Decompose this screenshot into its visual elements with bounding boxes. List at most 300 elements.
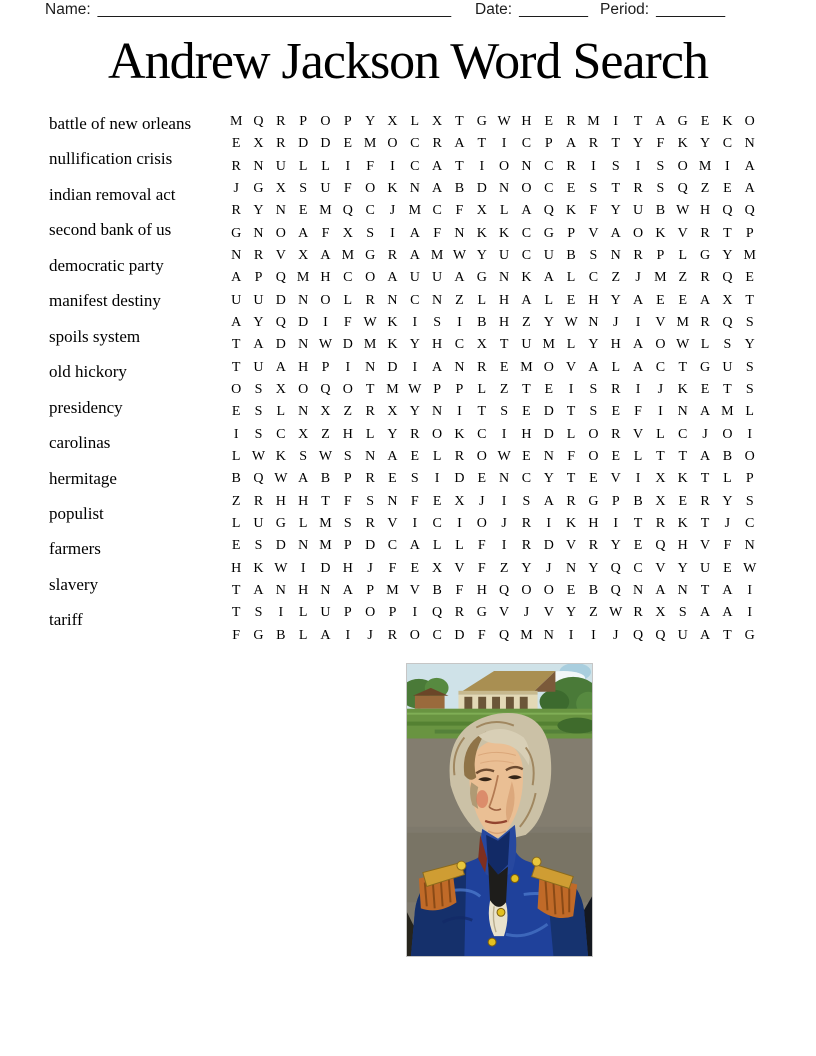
grid-letter: V (677, 225, 688, 241)
grid-letter: Q (253, 114, 264, 130)
grid-letter: D (320, 136, 331, 152)
grid-letter: S (656, 158, 665, 174)
grid-letter: P (299, 114, 308, 130)
grid-letter: D (365, 538, 376, 554)
period-field-group (600, 1, 725, 19)
grid-letter: R (700, 315, 710, 331)
grid-letter: X (253, 136, 264, 152)
grid-letter: S (745, 382, 754, 398)
grid-letter: F (343, 493, 352, 509)
grid-letter: Z (499, 560, 509, 576)
grid-letter: F (410, 493, 419, 509)
grid-letter: K (253, 560, 264, 576)
grid-letter: Q (253, 471, 264, 487)
grid-letter: I (501, 493, 507, 509)
grid-letter: V (387, 516, 398, 532)
grid-letter: T (700, 516, 710, 532)
grid-letter: C (544, 158, 554, 174)
grid-letter: N (409, 181, 420, 197)
grid-letter: B (566, 248, 576, 264)
grid-letter: T (723, 627, 732, 643)
grid-letter: W (743, 560, 757, 576)
grid-letter: R (566, 158, 576, 174)
grid-letter: F (343, 315, 352, 331)
grid-letter: A (387, 270, 398, 286)
grid-letter: N (275, 583, 286, 599)
grid-letter: R (365, 516, 375, 532)
grid-letter: E (388, 471, 397, 487)
grid-letter: Q (432, 605, 443, 621)
grid-letter: H (610, 337, 621, 353)
grid-letter: G (476, 605, 487, 621)
grid-letter: W (408, 382, 422, 398)
grid-letter: H (588, 516, 599, 532)
grid-letter: Z (678, 270, 687, 286)
grid-letter: W (363, 315, 377, 331)
grid-letter: O (409, 627, 420, 643)
grid-letter: O (588, 426, 599, 442)
grid-letter: U (677, 627, 688, 643)
grid-letter: D (320, 560, 331, 576)
grid-letter: R (633, 181, 643, 197)
grid-letter: I (747, 426, 753, 442)
grid-letter: E (343, 136, 353, 152)
grid-letter: T (477, 136, 487, 152)
grid-letter: I (434, 471, 440, 487)
grid-letter: C (521, 136, 532, 152)
grid-letter: L (410, 114, 420, 130)
grid-letter: N (499, 270, 510, 286)
grid-letter: G (253, 627, 264, 643)
grid-letter: E (678, 493, 687, 509)
grid-letter: R (477, 359, 487, 375)
grid-letter: M (520, 359, 533, 375)
word-search-grid (225, 111, 761, 647)
grid-letter: S (254, 382, 263, 398)
grid-letter: X (298, 426, 309, 442)
grid-letter: S (343, 516, 352, 532)
grid-letter: Y (543, 471, 554, 487)
grid-letter: O (320, 292, 331, 308)
grid-letter: Q (677, 181, 688, 197)
grid-letter: A (454, 136, 465, 152)
grid-letter: U (521, 337, 532, 353)
grid-letter: X (387, 114, 398, 130)
grid-letter: H (476, 583, 487, 599)
grid-letter: N (320, 583, 331, 599)
grid-letter: I (278, 605, 284, 621)
grid-letter: T (455, 158, 464, 174)
grid-letter: W (676, 337, 690, 353)
grid-letter: T (455, 114, 464, 130)
grid-letter: R (432, 136, 442, 152)
grid-letter: W (452, 248, 467, 264)
grid-letter: U (633, 203, 644, 219)
grid-letter: L (544, 292, 554, 308)
grid-letter: S (366, 493, 375, 509)
grid-letter: Y (610, 538, 621, 554)
grid-letter: X (655, 471, 666, 487)
grid-letter: A (320, 248, 331, 264)
grid-letter: Z (343, 404, 353, 420)
grid-letter: Y (588, 560, 599, 576)
word-list-item: battle of new orleans (49, 114, 192, 133)
grid-letter: R (253, 493, 264, 509)
grid-letter: J (613, 315, 619, 331)
grid-letter: P (455, 382, 464, 398)
grid-letter: P (343, 114, 352, 130)
grid-letter: L (298, 605, 308, 621)
grid-letter: O (543, 359, 554, 375)
grid-letter: P (366, 583, 375, 599)
grid-letter: T (365, 382, 375, 398)
grid-letter: S (745, 315, 754, 331)
grid-letter: E (700, 114, 710, 130)
grid-letter: S (254, 605, 263, 621)
grid-letter: K (476, 225, 487, 241)
grid-letter: I (635, 471, 641, 487)
grid-letter: Y (253, 203, 264, 219)
grid-letter: I (613, 114, 619, 130)
word-list-item: spoils system (49, 326, 141, 346)
grid-letter: N (298, 404, 309, 420)
grid-letter: Z (611, 270, 621, 286)
word-list-item: indian removal act (49, 184, 176, 204)
grid-letter: G (588, 493, 599, 509)
grid-letter: F (477, 538, 486, 554)
grid-letter: A (454, 270, 465, 286)
grid-letter: O (543, 583, 554, 599)
grid-letter: N (454, 359, 465, 375)
grid-letter: I (412, 359, 418, 375)
grid-letter: Q (610, 560, 621, 576)
grid-letter: K (677, 136, 688, 152)
grid-letter: D (275, 292, 286, 308)
grid-letter: O (365, 605, 376, 621)
grid-letter: I (345, 359, 351, 375)
grid-letter: R (365, 471, 375, 487)
grid-letter: U (699, 560, 711, 576)
grid-letter: N (677, 583, 688, 599)
word-list-item: old hickory (49, 362, 127, 382)
grid-letter: O (365, 181, 376, 197)
grid-letter: K (521, 270, 532, 286)
grid-letter: N (499, 471, 510, 487)
grid-letter: A (409, 248, 420, 264)
grid-letter: I (345, 627, 351, 643)
grid-letter: V (409, 583, 420, 599)
grid-letter: D (298, 136, 309, 152)
grid-letter: A (409, 225, 420, 241)
grid-letter: U (253, 516, 264, 532)
grid-letter: C (588, 270, 599, 286)
grid-letter: P (745, 225, 754, 241)
grid-letter: U (409, 270, 420, 286)
grid-letter: S (589, 404, 598, 420)
grid-letter: J (635, 270, 641, 286)
grid-letter: C (454, 337, 465, 353)
grid-letter: U (499, 248, 510, 264)
grid-letter: N (365, 359, 376, 375)
grid-letter: O (744, 449, 755, 465)
grid-letter: H (588, 292, 599, 308)
grid-letter: F (433, 225, 442, 241)
grid-letter: A (633, 292, 644, 308)
grid-letter: A (409, 538, 420, 554)
grid-letter: H (521, 426, 532, 442)
grid-letter: K (387, 337, 398, 353)
grid-letter: V (543, 605, 554, 621)
grid-letter: J (724, 516, 731, 532)
grid-letter: A (231, 315, 242, 331)
grid-letter: O (588, 449, 599, 465)
grid-letter: T (611, 181, 621, 197)
grid-letter: K (677, 382, 688, 398)
grid-letter: O (633, 225, 644, 241)
grid-letter: I (568, 627, 574, 643)
grid-letter: W (318, 449, 333, 465)
grid-letter: U (543, 248, 554, 264)
grid-letter: Z (522, 315, 531, 331)
grid-letter: A (633, 359, 644, 375)
grid-letter: I (747, 605, 753, 621)
grid-letter: O (365, 270, 376, 286)
grid-letter: Q (722, 315, 733, 331)
grid-letter: O (744, 114, 755, 130)
grid-letter: F (388, 560, 397, 576)
grid-letter: F (634, 404, 642, 420)
grid-letter: L (432, 538, 442, 554)
grid-letter: X (476, 337, 487, 353)
grid-letter: J (523, 605, 530, 621)
grid-letter: S (500, 404, 508, 420)
grid-letter: N (744, 538, 755, 554)
grid-letter: C (387, 538, 398, 554)
grid-letter: L (432, 449, 442, 465)
grid-letter: R (611, 426, 621, 442)
grid-letter: G (699, 359, 711, 375)
grid-letter: H (231, 560, 242, 576)
grid-letter: Y (566, 605, 577, 621)
grid-letter: A (655, 114, 666, 130)
grid-letter: I (390, 158, 395, 174)
grid-letter: K (387, 315, 398, 331)
grid-letter: Q (744, 203, 755, 219)
grid-letter: E (566, 292, 576, 308)
grid-letter: G (699, 248, 711, 264)
grid-letter: B (276, 627, 286, 643)
grid-letter: R (387, 627, 398, 643)
grid-letter: P (611, 493, 620, 509)
grid-letter: Q (543, 203, 554, 219)
grid-letter: Y (633, 136, 644, 152)
grid-letter: M (520, 627, 533, 643)
grid-letter: N (298, 337, 309, 353)
grid-letter: Q (655, 538, 666, 554)
grid-letter: N (610, 248, 621, 264)
grid-letter: S (745, 493, 754, 509)
grid-letter: R (387, 248, 398, 264)
date-field-group (475, 1, 588, 19)
grid-letter: S (745, 359, 754, 375)
grid-letter: I (412, 315, 418, 331)
grid-letter: A (253, 583, 264, 599)
grid-letter: A (722, 605, 733, 621)
grid-letter: L (477, 382, 487, 398)
grid-letter: S (366, 225, 375, 241)
grid-letter: C (410, 158, 420, 174)
grid-letter: P (544, 136, 553, 152)
grid-letter: V (499, 605, 510, 621)
grid-letter: H (275, 493, 286, 509)
grid-letter: F (477, 627, 486, 643)
grid-letter: Z (499, 382, 509, 398)
grid-letter: V (699, 538, 711, 554)
grid-letter: W (676, 203, 690, 219)
grid-letter: N (231, 248, 242, 264)
grid-letter: D (543, 404, 554, 420)
grid-letter: I (568, 382, 574, 398)
grid-letter: N (365, 449, 376, 465)
grid-letter: S (589, 382, 598, 398)
grid-letter: L (566, 270, 576, 286)
grid-letter: C (365, 203, 375, 219)
grid-letter: I (412, 605, 418, 621)
grid-letter: X (275, 382, 286, 398)
grid-letter: F (723, 538, 732, 554)
grid-letter: J (233, 181, 239, 197)
grid-letter: A (566, 136, 577, 152)
grid-letter: S (254, 538, 263, 554)
grid-letter: D (342, 337, 353, 353)
grid-letter: R (454, 605, 465, 621)
grid-letter: D (454, 471, 465, 487)
grid-letter: J (501, 516, 507, 532)
grid-letter: N (253, 158, 264, 174)
name-label: Name: (45, 1, 91, 18)
grid-letter: Y (588, 337, 599, 353)
grid-letter: T (700, 583, 710, 599)
grid-letter: G (677, 114, 688, 130)
grid-letter: T (499, 337, 509, 353)
grid-letter: J (546, 560, 552, 576)
grid-letter: I (613, 516, 619, 532)
grid-letter: N (387, 292, 398, 308)
grid-letter: M (363, 136, 377, 152)
grid-letter: Z (589, 605, 598, 621)
grid-letter: T (611, 136, 621, 152)
grid-letter: I (412, 516, 418, 532)
grid-letter: K (655, 225, 666, 241)
grid-letter: S (433, 315, 442, 331)
grid-letter: M (721, 404, 734, 420)
grid-letter: Z (455, 292, 464, 308)
word-list-item: nullification crisis (49, 149, 173, 169)
grid-letter: N (432, 404, 443, 420)
grid-letter: W (497, 449, 511, 465)
grid-letter: E (656, 292, 665, 308)
grid-letter: V (610, 471, 621, 487)
andrew-jackson-portrait (406, 663, 593, 957)
grid-letter: Q (722, 203, 733, 219)
grid-letter: P (343, 605, 352, 621)
grid-letter: G (476, 114, 487, 130)
grid-letter: C (633, 560, 643, 576)
grid-letter: V (566, 538, 577, 554)
grid-letter: Q (722, 270, 733, 286)
grid-letter: R (588, 136, 599, 152)
grid-letter: S (656, 181, 665, 197)
grid-letter: H (320, 270, 331, 286)
grid-letter: L (298, 158, 308, 174)
grid-letter: D (298, 315, 309, 331)
word-list-item: slavery (49, 574, 99, 594)
grid-letter: F (455, 203, 464, 219)
grid-letter: M (676, 315, 689, 331)
grid-letter: Y (521, 560, 532, 576)
grid-letter: I (635, 158, 641, 174)
grid-letter: M (363, 337, 377, 353)
word-list-item: presidency (49, 397, 123, 417)
grid-letter: P (388, 605, 397, 621)
grid-letter: Q (342, 203, 353, 219)
grid-letter: G (231, 225, 242, 241)
grid-letter: U (275, 158, 286, 174)
grid-letter: W (609, 605, 623, 621)
grid-letter: T (633, 516, 643, 532)
grid-letter: D (387, 359, 398, 375)
grid-letter: R (231, 203, 241, 219)
grid-letter: E (566, 583, 576, 599)
grid-letter: P (656, 248, 665, 264)
grid-letter: T (678, 449, 687, 465)
grid-letter: R (276, 136, 286, 152)
grid-letter: H (298, 583, 309, 599)
grid-letter: C (655, 359, 666, 375)
grid-letter: R (611, 382, 621, 398)
grid-letter: U (253, 292, 264, 308)
grid-letter: E (432, 493, 442, 509)
grid-letter: R (566, 114, 576, 130)
grid-letter: A (699, 292, 711, 308)
grid-letter: T (678, 359, 687, 375)
grid-letter: P (343, 538, 352, 554)
grid-letter: Q (499, 583, 510, 599)
grid-letter: I (501, 426, 507, 442)
grid-letter: A (744, 181, 755, 197)
grid-letter: A (342, 583, 353, 599)
grid-letter: L (656, 426, 665, 442)
grid-letter: A (699, 605, 711, 621)
grid-letter: R (700, 270, 710, 286)
grid-letter: L (321, 158, 330, 174)
grid-letter: S (589, 181, 598, 197)
grid-letter: E (566, 181, 576, 197)
grid-letter: A (633, 337, 644, 353)
grid-letter: A (543, 270, 554, 286)
grid-letter: A (699, 404, 711, 420)
grid-letter: N (744, 136, 755, 152)
grid-letter: S (299, 181, 308, 197)
grid-letter: P (745, 471, 754, 487)
grid-letter: O (521, 181, 532, 197)
grid-letter: S (522, 493, 531, 509)
grid-letter: X (342, 225, 353, 241)
grid-letter: A (521, 203, 532, 219)
grid-letter: M (386, 382, 399, 398)
grid-letter: V (633, 426, 644, 442)
grid-letter: Q (275, 270, 286, 286)
